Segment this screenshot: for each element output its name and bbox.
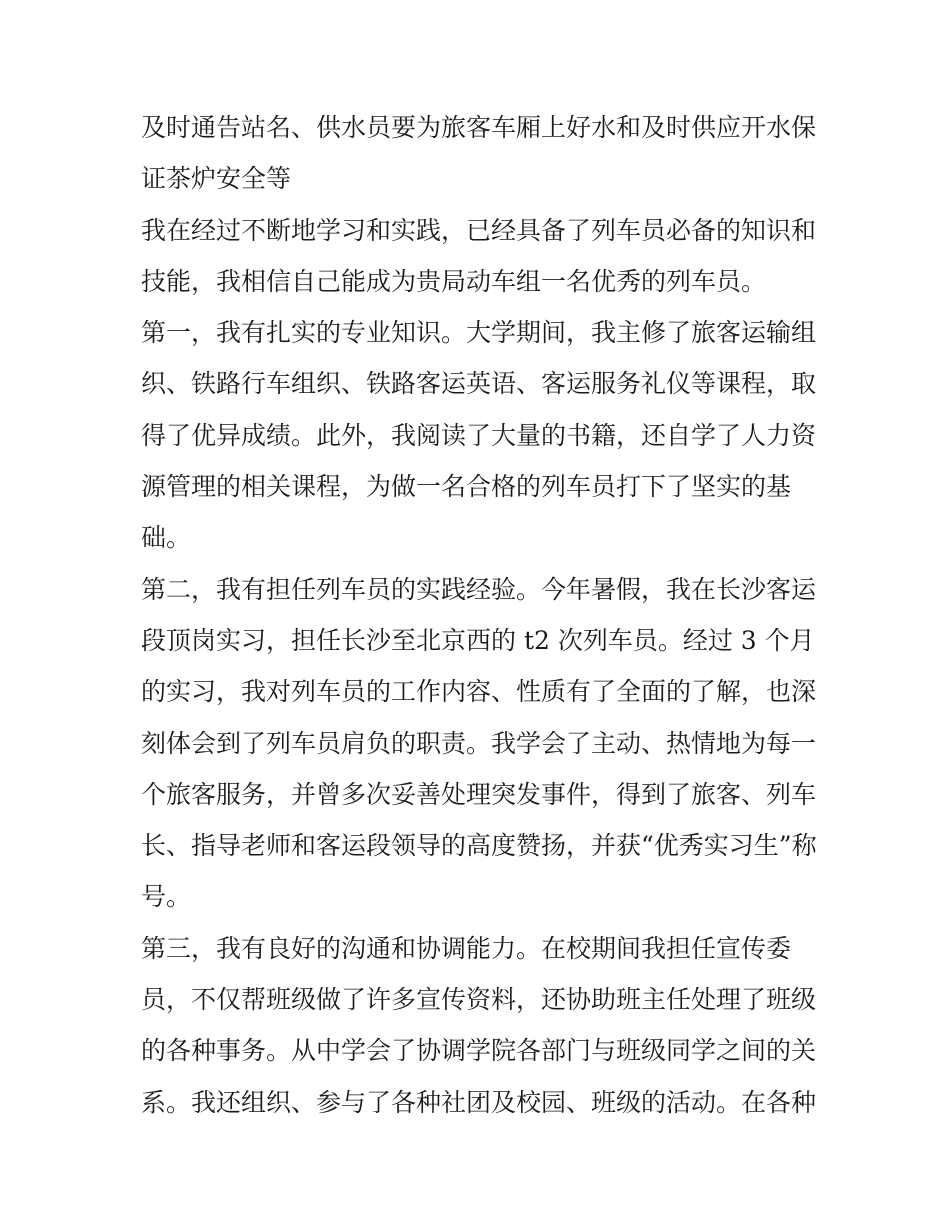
text-line: 证茶炉安全等 bbox=[141, 164, 292, 194]
text-line: 的实习，我对列车员的工作内容、性质有了全面的了解，也深 bbox=[141, 677, 817, 707]
text-line: 及时通告站名、供水员要为旅客车厢上好水和及时供应开水保 bbox=[141, 113, 817, 142]
text-line: 得了优异成绩。此外，我阅读了大量的书籍，还自学了人力资 bbox=[141, 420, 817, 450]
text-line: 织、铁路行车组织、铁路客运英语、客运服务礼仪等课程，取 bbox=[141, 369, 817, 399]
text-line: 源管理的相关课程，为做一名合格的列车员打下了坚实的基 bbox=[141, 472, 792, 502]
text-line: 号。 bbox=[141, 882, 192, 912]
text-line: 段顶岗实习，担任长沙至北京西的 t2 次列车员。经过 3 个月 bbox=[141, 625, 815, 655]
text-line: 技能，我相信自己能成为贵局动车组一名优秀的列车员。 bbox=[141, 266, 767, 296]
text-line: 个旅客服务，并曾多次妥善处理突发事件，得到了旅客、列车 bbox=[141, 779, 817, 809]
text-line: 长、指导老师和客运段领导的高度赞扬，并获“优秀实习生”称 bbox=[141, 831, 817, 861]
document-body bbox=[141, 102, 821, 1128]
text-line: 第一，我有扎实的专业知识。大学期间，我主修了旅客运输组 bbox=[141, 318, 817, 348]
text-line: 第二，我有担任列车员的实践经验。今年暑假，我在长沙客运 bbox=[141, 574, 817, 604]
text-line: 第三，我有良好的沟通和协调能力。在校期间我担任宣传委 bbox=[141, 933, 792, 963]
text-line: 我在经过不断地学习和实践，已经具备了列车员必备的知识和 bbox=[141, 215, 817, 245]
text-line: 础。 bbox=[141, 523, 192, 553]
text-line: 系。我还组织、参与了各种社团及校园、班级的活动。在各种 bbox=[141, 1087, 817, 1117]
text-line: 员，不仅帮班级做了许多宣传资料，还协助班主任处理了班级 bbox=[141, 985, 817, 1015]
text-line: 的各种事务。从中学会了协调学院各部门与班级同学之间的关 bbox=[141, 1036, 817, 1066]
text-line: 刻体会到了列车员肩负的职责。我学会了主动、热情地为每一 bbox=[141, 728, 817, 758]
